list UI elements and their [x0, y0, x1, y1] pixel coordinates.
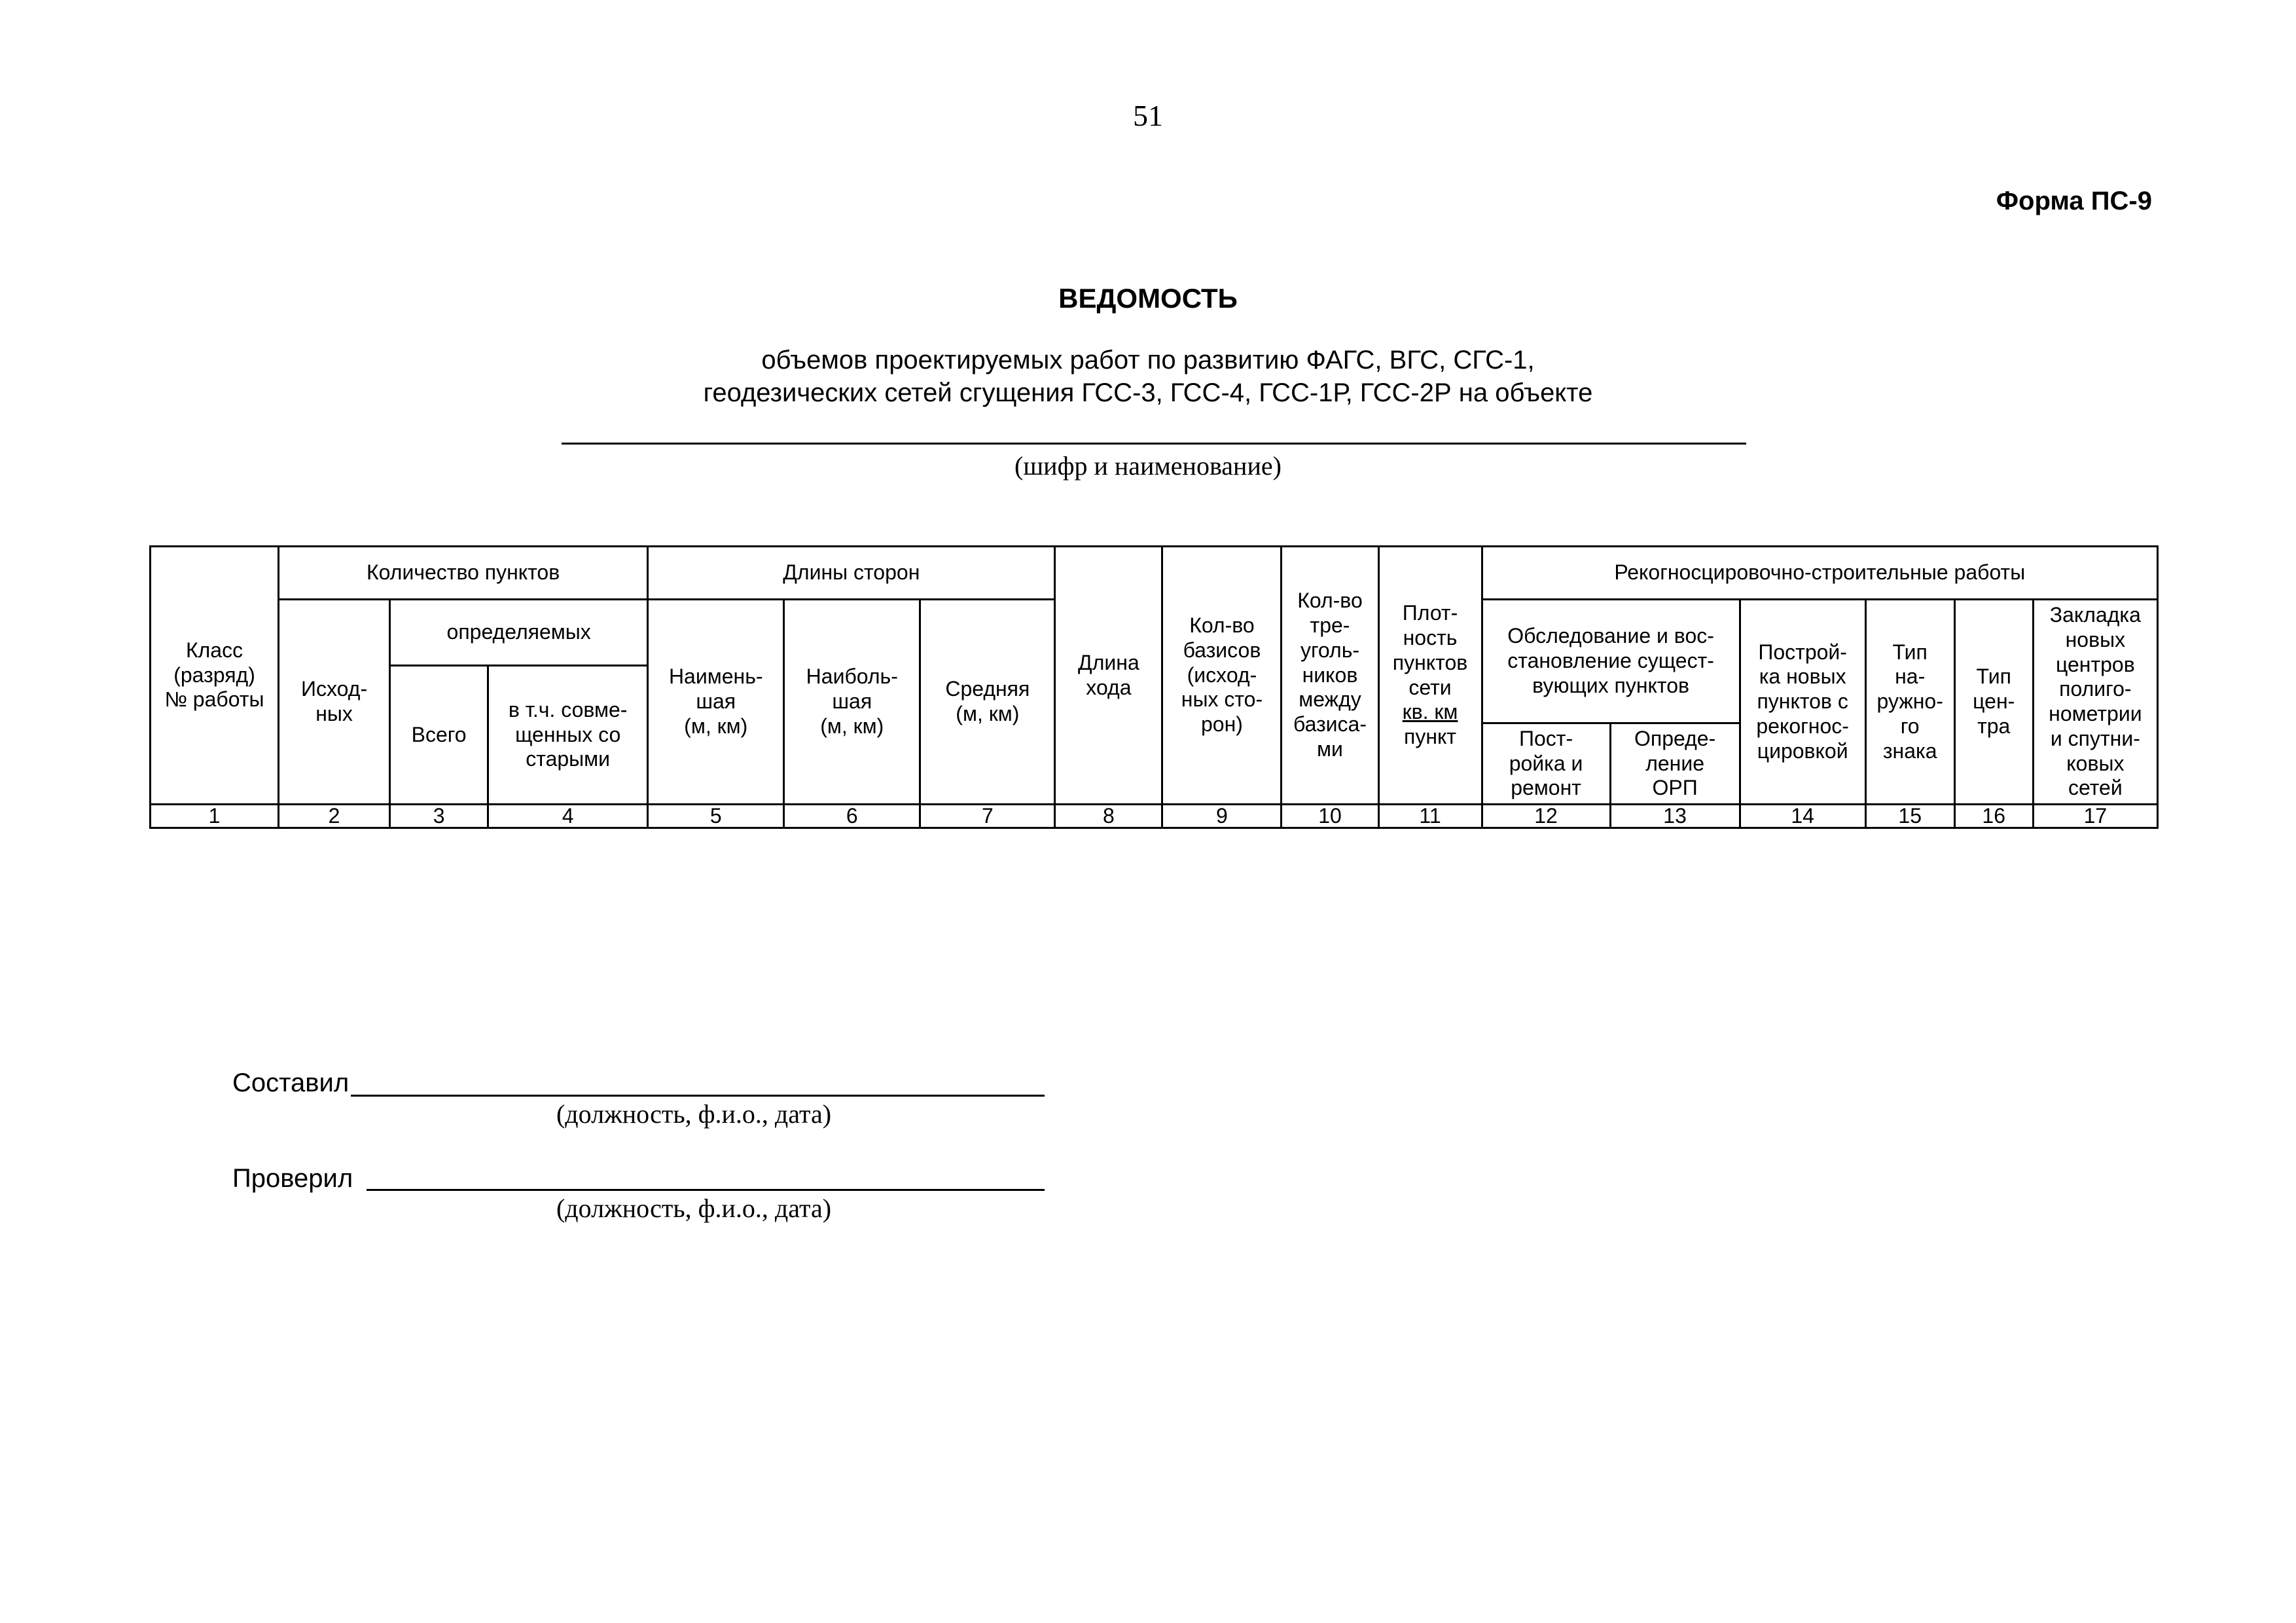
density-per: пункт — [1404, 725, 1457, 748]
header-combined: в т.ч. совме- щенных со старыми — [488, 666, 648, 805]
column-number: 10 — [1282, 805, 1378, 828]
header-new-points: Построй- ка новых пунктов с рекогнос- цировкой — [1740, 600, 1865, 805]
document-title: ВЕДОМОСТЬ — [1058, 283, 1238, 314]
header-avg-side: Средняя (м, км) — [920, 600, 1055, 805]
page-number: 51 — [1133, 99, 1163, 132]
compiled-by-caption: (должность, ф.и.о., дата) — [556, 1099, 832, 1129]
header-bases-count: Кол-во базисов (исход- ных сто- рон) — [1162, 547, 1282, 805]
object-name-blank-line — [562, 443, 1746, 445]
column-number: 9 — [1162, 805, 1282, 828]
compiled-by-blank-line — [351, 1095, 1045, 1097]
column-number: 12 — [1482, 805, 1610, 828]
checked-by-label: Проверил — [232, 1164, 353, 1193]
volume-table — [149, 545, 2159, 829]
header-construction-repair: Пост- ройка и ремонт — [1482, 723, 1610, 804]
column-number: 13 — [1610, 805, 1740, 828]
density-unit: кв. км — [1402, 700, 1458, 724]
column-number: 16 — [1954, 805, 2033, 828]
header-orp: Опреде- ление ОРП — [1610, 723, 1740, 804]
subtitle-line-2: геодезических сетей сгущения ГСС-3, ГСС-4, ГСС-1Р, ГСС-2Р на объекте — [703, 378, 1593, 407]
header-determined: определяемых — [390, 600, 648, 666]
header-density — [1378, 547, 1482, 805]
object-caption: (шифр и наименование) — [1014, 451, 1282, 481]
subtitle-line-1: объемов проектируемых работ по развитию ФАГС, ВГС, СГС-1, — [761, 346, 1535, 374]
column-number: 6 — [784, 805, 920, 828]
header-class: Класс (разряд) № работы — [151, 547, 279, 805]
density-label: Плот- ность пунктов сети — [1392, 601, 1468, 699]
header-survey-restore: Обследование и вос- становление сущест- вующих пунктов — [1482, 600, 1740, 723]
column-number: 2 — [279, 805, 390, 828]
header-recon-works: Рекогносцировочно-строительные работы — [1482, 547, 2157, 600]
column-number: 3 — [390, 805, 488, 828]
header-new-centers: Закладка новых центров полиго- нометрии и спутни- ковых сетей — [2033, 600, 2157, 805]
header-max-side: Наиболь- шая (м, км) — [784, 600, 920, 805]
checked-by-blank-line — [367, 1189, 1045, 1191]
form-label: Форма ПС-9 — [1996, 187, 2152, 215]
column-number: 17 — [2033, 805, 2157, 828]
header-traverse-length: Длина хода — [1055, 547, 1162, 805]
column-number: 14 — [1740, 805, 1865, 828]
column-number: 8 — [1055, 805, 1162, 828]
column-number: 7 — [920, 805, 1055, 828]
header-min-side: Наимень- шая (м, км) — [648, 600, 784, 805]
header-sign-type: Тип на- ружно- го знака — [1865, 600, 1954, 805]
header-total: Всего — [390, 666, 488, 805]
header-triangles-count: Кол-во тре- уголь- ников между базиса- ми — [1282, 547, 1378, 805]
header-points-count: Количество пунктов — [279, 547, 648, 600]
checked-by-caption: (должность, ф.и.о., дата) — [556, 1194, 832, 1223]
column-number: 1 — [151, 805, 279, 828]
header-initial: Исход- ных — [279, 600, 390, 805]
column-number: 15 — [1865, 805, 1954, 828]
column-number: 11 — [1378, 805, 1482, 828]
column-number: 5 — [648, 805, 784, 828]
header-side-lengths: Длины сторон — [648, 547, 1055, 600]
header-center-type: Тип цен- тра — [1954, 600, 2033, 805]
compiled-by-label: Составил — [232, 1068, 350, 1097]
column-number: 4 — [488, 805, 648, 828]
column-number-row — [151, 805, 2158, 828]
